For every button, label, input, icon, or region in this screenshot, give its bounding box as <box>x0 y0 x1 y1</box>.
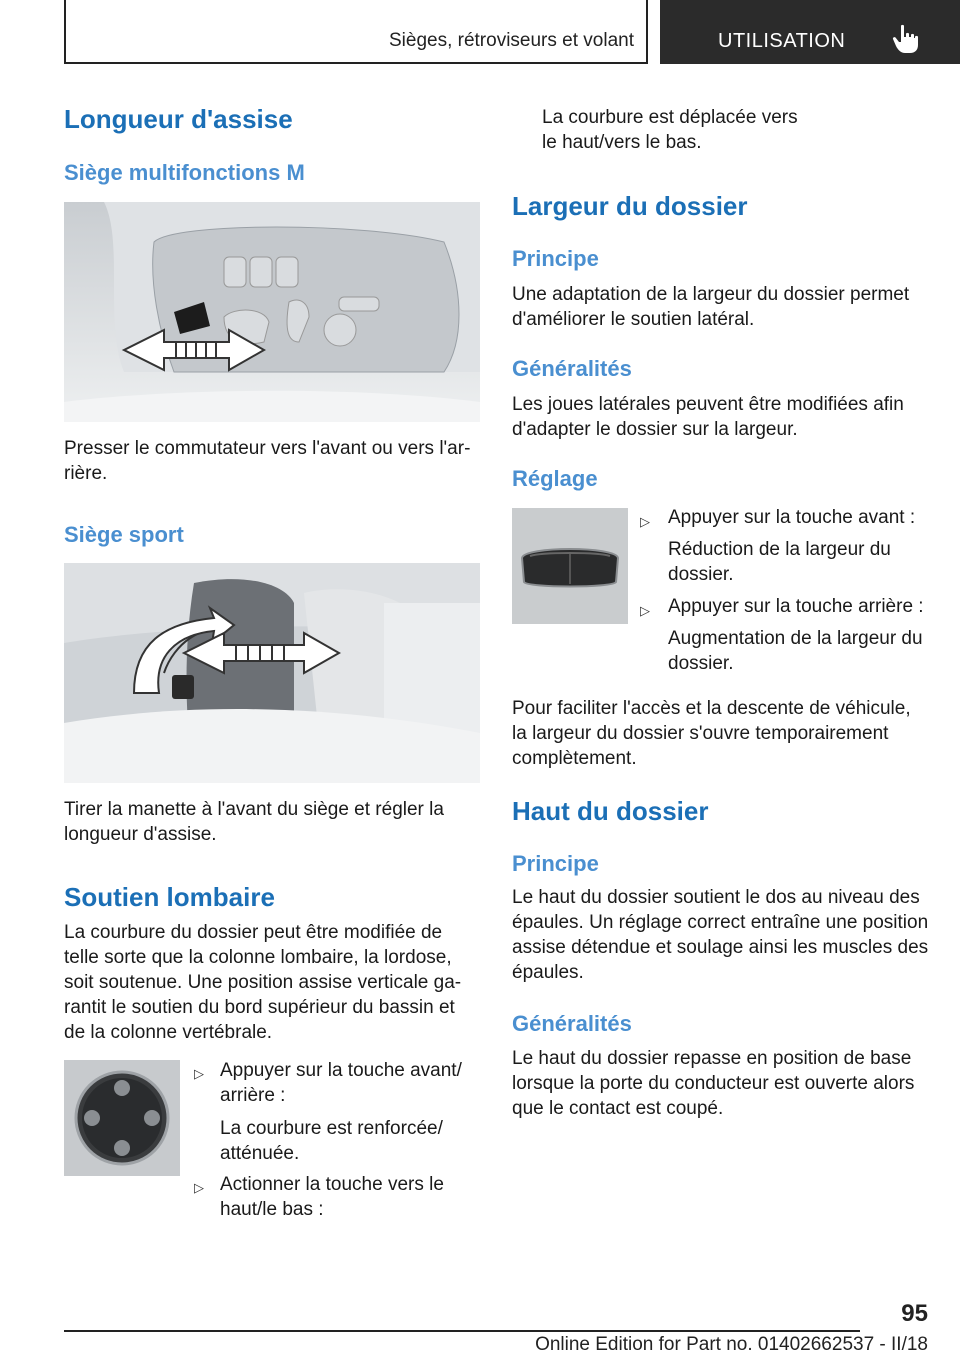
heading-principle-top: Principe <box>512 851 599 876</box>
bullet-width-back-result: Augmentation de la largeur du dossier. <box>668 628 923 674</box>
heading-sport-seat: Siège sport <box>64 522 184 547</box>
text-principle-top: Le haut du dossier soutient le dos au niveau des épaules. Un réglage correct entraîne une position assise détendue et soulage ainsi les muscles des épaules. <box>512 887 929 983</box>
text-multifunction-seat: Presser le commutateur vers l'avant ou vers l'ar- rière. <box>64 438 471 484</box>
text-lumbar-continued: La courbure est déplacée vers le haut/vers le bas. <box>542 107 798 153</box>
text-general-top: Le haut du dossier repasse en position de base lorsque la porte du conducteur est ouverte alors que le contact est coupé. <box>512 1048 915 1119</box>
bullet-lumbar-front-back: Appuyer sur la touche avant/ arrière : <box>220 1060 462 1106</box>
header-chapter-box <box>64 0 648 64</box>
text-principle-width: Une adaptation de la largeur du dossier permet d'améliorer le soutien latéral. <box>512 284 910 330</box>
triangle-right-icon: ▷ <box>640 603 650 618</box>
heading-general-width: Généralités <box>512 356 632 381</box>
pointing-hand-icon <box>892 24 920 54</box>
image-multifunction-seat-switch <box>64 202 480 422</box>
page-number: 95 <box>901 1300 928 1327</box>
text-lumbar-support: La courbure du dossier peut être modifiée de telle sorte que la colonne lombaire, la lordose, soit soutenue. Une position assise verticale ga- rantit le soutien du bord supérieur du bassin et de la colonne vertébrale. <box>64 922 462 1043</box>
header-section-box <box>660 0 960 64</box>
text-sport-seat: Tirer la manette à l'avant du siège et régler la longueur d'assise. <box>64 799 444 845</box>
heading-adjustment: Réglage <box>512 466 598 491</box>
heading-multifunction-seat: Siège multifonctions M <box>64 160 305 185</box>
heading-backrest-width: Largeur du dossier <box>512 191 748 221</box>
bullet-lumbar-front-back-result: La courbure est renforcée/ atténuée. <box>220 1118 443 1164</box>
heading-general-top: Généralités <box>512 1011 632 1036</box>
footer-edition: Online Edition for Part no. 01402662537 - II/18 <box>535 1334 928 1355</box>
triangle-right-icon: ▷ <box>194 1180 204 1195</box>
heading-lumbar-support: Soutien lombaire <box>64 882 275 912</box>
image-width-button <box>512 508 628 624</box>
footer-divider <box>64 1330 860 1332</box>
bullet-lumbar-up-down: Actionner la touche vers le haut/le bas : <box>220 1174 444 1220</box>
image-sport-seat-lever <box>64 563 480 783</box>
chapter-title: Sièges, rétroviseurs et volant <box>388 30 634 51</box>
bullet-width-front-result: Réduction de la largeur du dossier. <box>668 539 891 585</box>
triangle-right-icon: ▷ <box>640 514 650 529</box>
text-easy-access: Pour faciliter l'accès et la descente de véhicule, la largeur du dossier s'ouvre temporairement complètement. <box>512 698 911 769</box>
bullet-width-back: Appuyer sur la touche arrière : <box>668 596 924 617</box>
bullet-width-front: Appuyer sur la touche avant : <box>668 507 916 528</box>
heading-principle-width: Principe <box>512 246 599 271</box>
section-title: UTILISATION <box>718 30 846 52</box>
heading-seat-length: Longueur d'assise <box>64 104 293 134</box>
heading-backrest-top: Haut du dossier <box>512 796 709 826</box>
text-general-width: Les joues latérales peuvent être modifiées afin d'adapter le dossier sur la largeur. <box>512 394 904 440</box>
triangle-right-icon: ▷ <box>194 1066 204 1081</box>
image-lumbar-button <box>64 1060 180 1176</box>
